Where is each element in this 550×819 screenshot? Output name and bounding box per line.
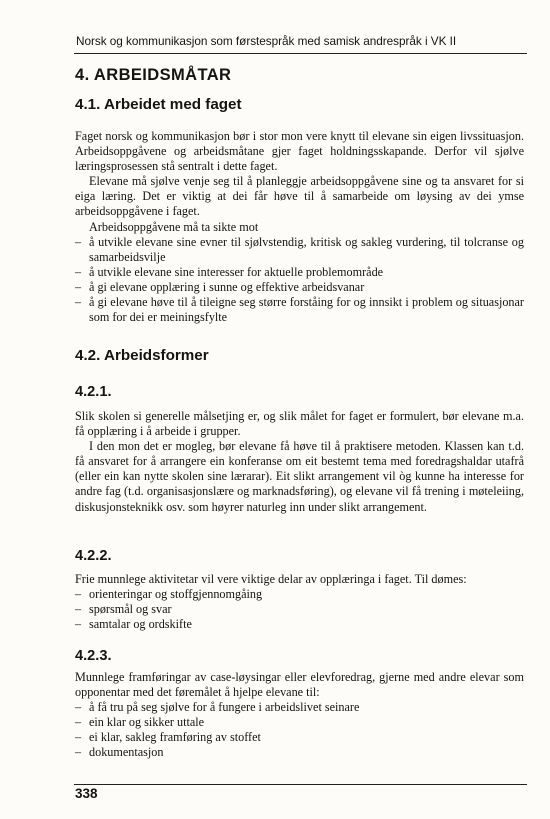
subsection-4-2-3-body — [75, 670, 524, 761]
subsection-4-2-2-title: 4.2.2. — [75, 548, 112, 564]
page-number: 338 — [75, 786, 98, 801]
subsection-4-2-1-title: 4.2.1. — [75, 384, 112, 400]
running-header: Norsk og kommunikasjon som førstespråk med samisk andrespråk i VK II — [76, 34, 457, 48]
paragraph: Slik skolen si generelle målsetjing er, og slik målet for faget er formulert, bør elevane m.a. få opplæring i å arbeide i grupper. — [75, 409, 524, 439]
goals-list — [75, 700, 524, 760]
list-item: – orienteringar og stoffgjennomgåing — [75, 587, 524, 602]
list-item: – å utvikle elevane sine interesser for aktuelle problemområde — [75, 265, 524, 280]
list-item: – å utvikle elevane sine evner til sjølvstendig, kritisk og sakleg vurdering, til tolcranse og samarbeidsvilje — [75, 235, 524, 265]
list-item: – samtalar og ordskifte — [75, 617, 524, 632]
section-4-2-title: 4.2. Arbeidsformer — [75, 347, 209, 364]
paragraph: Munnlege framføringar av case-løysingar eller elevforedrag, gjerne med andre elevar som opponentar med det føremålet å hjelpe elevane til: — [75, 670, 524, 700]
list-item: – ein klar og sikker uttale — [75, 715, 524, 730]
chapter-title: 4. ARBEIDSMÅTAR — [75, 66, 232, 84]
footer-rule — [74, 784, 527, 785]
section-4-1-body — [75, 129, 524, 325]
list-item: – å gi elevane høve til å tileigne seg større forståing for og innsikt i problem og situasjonar som for dei er meiningsfylte — [75, 295, 524, 325]
section-4-1-title: 4.1. Arbeidet med faget — [75, 96, 242, 113]
list-item: – å gi elevane opplæring i sunne og effektive arbeidsvanar — [75, 280, 524, 295]
paragraph: Frie munnlege aktivitetar vil vere viktige delar av opplæringa i faget. Til dømes: — [75, 572, 467, 586]
paragraph: Arbeidsoppgåvene må ta sikte mot — [89, 219, 259, 234]
paragraph: Faget norsk og kommunikasjon bør i stor mon vere knytt til elevane sin eigen livssituasjon. Arbeidsoppgåvene og arbeidsmåtane gjer faget holdningsskapande. Derfor vil sjølve læringsprosessen stå sentralt i dette faget. — [75, 129, 524, 174]
subsection-4-2-3-title: 4.2.3. — [75, 648, 112, 664]
activities-list — [75, 587, 524, 632]
list-item: – å få tru på seg sjølve for å fungere i arbeidslivet seinare — [75, 700, 524, 715]
subsection-4-2-1-body — [75, 409, 524, 515]
header-rule — [74, 53, 527, 54]
list-item: – dokumentasjon — [75, 745, 524, 760]
list-item: – spørsmål og svar — [75, 602, 524, 617]
list-item: – ei klar, sakleg framføring av stoffet — [75, 730, 524, 745]
paragraph: I den mon det er mogleg, bør elevane få høve til å praktisere metoden. Klassen kan t.d. få ansvaret for å arrangere ein konferanse om eit bestemt tema med foredragshaldar utafrå (eller ein kan nytte skolen sine lærarar). Eit slikt arrangement vil òg kunne ha interesse for andre fag (t.d. organisasjonslære og marknadsføring), og elevane vil få trening i møteleiing, diskusjonsteknikk osv. som høyrer naturleg inn under slikt arrangement. — [75, 439, 524, 514]
aims-list — [75, 235, 524, 326]
subsection-4-2-2-body — [75, 572, 524, 632]
paragraph: Elevane må sjølve venje seg til å planleggje arbeidsoppgåvene sine og ta ansvaret for si eiga læring. Det er viktig at dei får høve til å samarbeide om løysing av dei ymse arbeidsoppgåvene i faget. — [75, 174, 524, 219]
